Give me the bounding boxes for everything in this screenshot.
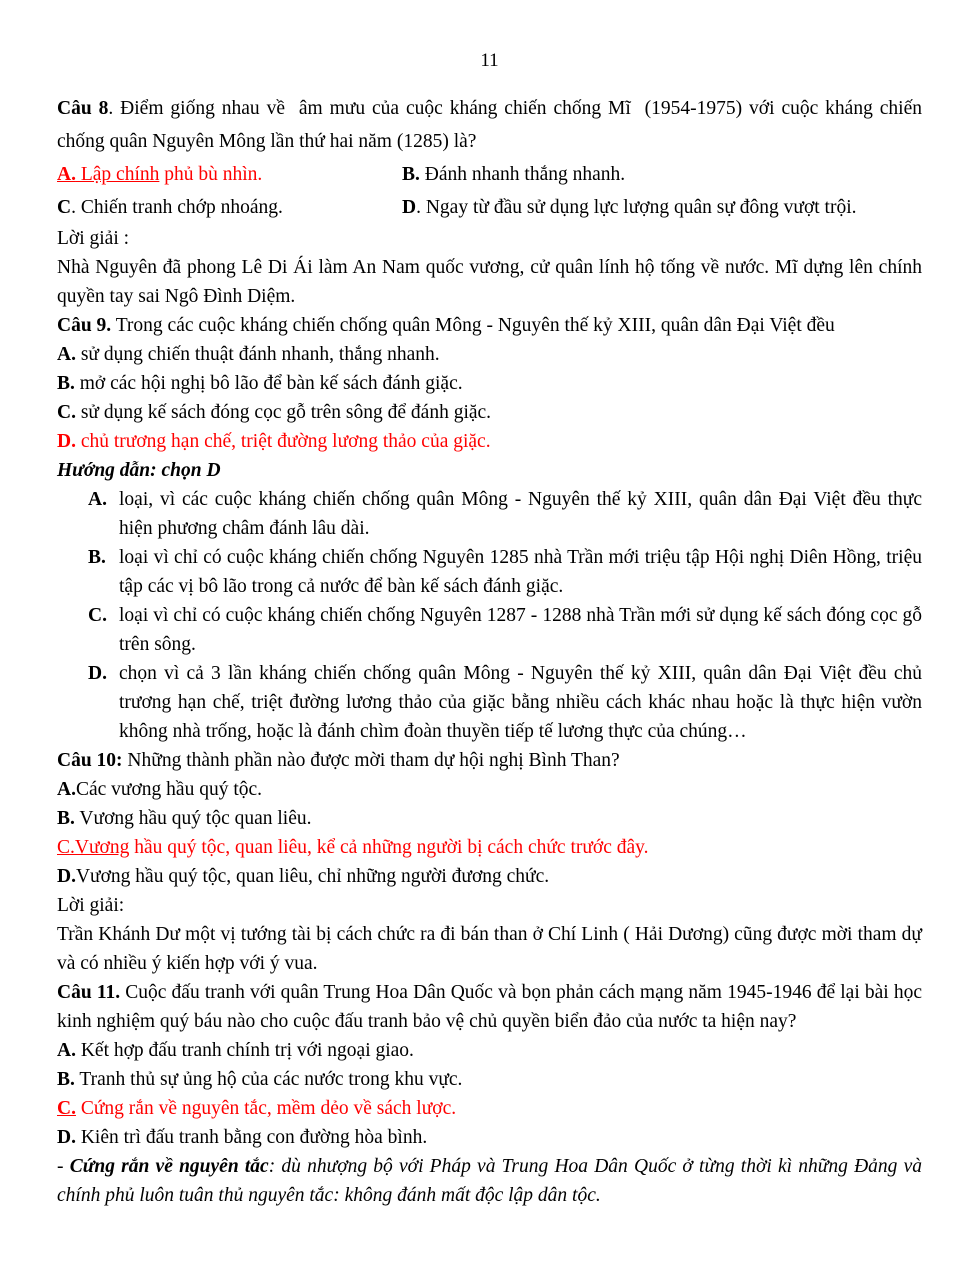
question-9-option-c: [57, 398, 922, 427]
document-content: [57, 92, 927, 1210]
question-10-option-b: [57, 804, 922, 833]
question-11-option-c: [57, 1094, 922, 1123]
text-run: Lời giải:: [57, 895, 125, 916]
question-8-solution: [57, 253, 927, 311]
question-9-explain-a-marker: A.: [88, 489, 107, 510]
question-11-stem: [57, 978, 927, 1036]
question-9-explain-b-text: [119, 547, 927, 597]
question-9-explain-d: [57, 659, 927, 746]
question-8-options-row-1: [57, 158, 922, 191]
text-run: A.: [57, 344, 76, 365]
text-run: mở các hội nghị bô lão để bàn kế sách đánh giặc.: [74, 373, 463, 394]
text-run: A.: [57, 164, 76, 185]
text-run: D.: [57, 866, 76, 887]
text-run: Đánh nhanh thắng nhanh.: [419, 164, 626, 185]
text-run: A.: [57, 1040, 76, 1061]
text-run: hầu quý tộc, quan liêu, kể cả những người bị cách chức trước đây.: [129, 837, 649, 858]
question-11-option-a: [57, 1036, 922, 1065]
text-run: Cứng rắn về nguyên tắc: [69, 1156, 269, 1177]
text-run: loại, vì các cuộc kháng chiến chống quân Mông - Nguyên thế kỷ XIII, quân dân Đại Việt đều thực hiện phương châm đánh lâu dài.: [119, 489, 927, 539]
question-9-explain-a: [57, 485, 927, 543]
question-9-option-b: [57, 369, 922, 398]
question-11-option-d: [57, 1123, 922, 1152]
question-9-option-d: [57, 427, 922, 456]
question-8-options-row-1-col-0: [57, 158, 402, 191]
text-run: Kiên trì đấu tranh bằng con đường hòa bình.: [75, 1127, 428, 1148]
text-run: Nhà Nguyên đã phong Lê Di Ái làm An Nam quốc vương, cử quân lính hộ tống về nước. Mĩ dựng lên chính quyền tay sai Ngô Đình Diệm.: [57, 257, 927, 307]
text-run: C: [57, 197, 72, 218]
question-8-options-row-2: [57, 191, 922, 224]
text-run: B.: [402, 164, 420, 185]
question-9-explain-b: [57, 543, 927, 601]
question-9-explain-d-text: [119, 663, 927, 742]
text-run: Cứng rắn về nguyên tắc, mềm dẻo về sách lược.: [75, 1098, 457, 1119]
question-11-note: [57, 1152, 927, 1210]
question-10-solution: [57, 920, 927, 978]
question-9-explain-c-text: [119, 605, 927, 655]
text-run: chủ trương hạn chế, triệt đường lương thảo của giặc.: [75, 431, 491, 452]
question-11-option-b: [57, 1065, 922, 1094]
text-run: Các vương hầu quý tộc.: [75, 779, 263, 800]
page-number: 11: [480, 50, 499, 71]
text-run: Tranh thủ sự ủng hộ của các nước trong khu vực.: [74, 1069, 463, 1090]
text-run: chọn vì cả 3 lần kháng chiến chống quân Mông - Nguyên thế kỷ XIII, quân dân Đại Việt đều chủ trương hạn chế, triệt đường lương thảo của giặc bằng nhiều cách khác nhau hoặc là thực hiện vườn không nhà trống, hoặc là đánh chìm đoàn thuyền tiếp tế lương thực của chúng…: [119, 663, 927, 742]
question-8-options-row-2-col-0: [57, 191, 402, 224]
question-10-option-c: [57, 833, 922, 862]
text-run: Kết hợp đấu tranh chính trị với ngoại giao.: [75, 1040, 414, 1061]
text-run: sử dụng kế sách đóng cọc gỗ trên sông để đánh giặc.: [75, 402, 492, 423]
text-run: D.: [57, 1127, 76, 1148]
question-8-options-row-1-col-1: [402, 158, 922, 191]
text-run: loại vì chỉ có cuộc kháng chiến chống Nguyên 1287 - 1288 nhà Trần mới sử dụng kế sách đóng cọc gỗ trên sông.: [119, 605, 927, 655]
text-run: . Điểm giống nhau về âm mưu của cuộc kháng chiến chống Mĩ (1954-1975) với cuộc kháng chiến chống quân Nguyên Mông lần thứ hai năm (1285) là?: [57, 98, 927, 152]
question-9-stem: [57, 311, 922, 340]
text-run: Những thành phần nào được mời tham dự hội nghị Bình Than?: [122, 750, 620, 771]
question-10-option-d: [57, 862, 922, 891]
text-run: D: [402, 197, 417, 218]
text-run: loại vì chỉ có cuộc kháng chiến chống Nguyên 1285 nhà Trần mới triệu tập Hội nghị Diên Hồng, triệu tập các vị bô lão trong cả nước để bàn kế sách đánh giặc.: [119, 547, 927, 597]
text-run: Câu 10:: [57, 750, 123, 771]
question-10-stem: [57, 746, 922, 775]
text-run: . Chiến tranh chớp nhoáng.: [71, 197, 283, 218]
question-8-stem: [57, 92, 927, 158]
question-9-explain-d-marker: D.: [88, 663, 107, 684]
text-run: Cuộc đấu tranh với quân Trung Hoa Dân Quốc và bọn phản cách mạng năm 1945-1946 để lại bài học kinh nghiệm quý báu nào cho cuộc đấu tranh bảo vệ chủ quyền biển đảo của nước ta hiện nay?: [57, 982, 927, 1032]
question-10-solution-label: [57, 891, 922, 920]
question-9-option-a: [57, 340, 922, 369]
text-run: Lời giải :: [57, 228, 130, 249]
text-run: D.: [57, 431, 76, 452]
text-run: Câu 9.: [57, 315, 112, 336]
text-run: phủ bù nhìn.: [159, 164, 263, 185]
question-8-options-row-2-col-1: [402, 191, 922, 224]
text-run: B.: [57, 373, 75, 394]
text-run: Trong các cuộc kháng chiến chống quân Mông - Nguyên thế kỷ XIII, quân dân Đại Việt đều: [111, 315, 835, 336]
text-run: B.: [57, 1069, 75, 1090]
text-run: Câu 11.: [57, 982, 121, 1003]
text-run: Trần Khánh Dư một vị tướng tài bị cách chức ra đi bán than ở Chí Linh ( Hải Dương) cũng được mời tham dự và có nhiều ý kiến hợp với ý vua.: [57, 924, 927, 974]
text-run: . Ngay từ đầu sử dụng lực lượng quân sự đông vượt trội.: [416, 197, 857, 218]
question-9-explain-c: [57, 601, 927, 659]
text-run: Hướng dẫn: chọn D: [57, 460, 221, 481]
text-run: -: [57, 1156, 70, 1177]
question-10-option-a: [57, 775, 922, 804]
question-9-explain-b-marker: B.: [88, 547, 106, 568]
question-8-solution-label: [57, 224, 922, 253]
text-run: A.: [57, 779, 76, 800]
text-run: : dù nhượng bộ với Pháp và Trung Hoa Dân Quốc ở từng thời kì những Đảng và chính phủ luôn tuân thủ nguyên tắc: không đánh mất độc lập dân tộc.: [57, 1156, 927, 1206]
question-9-explain-c-marker: C.: [88, 605, 107, 626]
text-run: Lập chính: [75, 164, 160, 185]
text-run: Câu 8: [57, 98, 109, 119]
text-run: C.Vương: [57, 837, 130, 858]
text-run: C.: [57, 402, 76, 423]
text-run: B.: [57, 808, 75, 829]
question-9-explain-a-text: [119, 489, 927, 539]
text-run: Vương hầu quý tộc quan liêu.: [74, 808, 312, 829]
text-run: sử dụng chiến thuật đánh nhanh, thắng nhanh.: [75, 344, 440, 365]
text-run: Vương hầu quý tộc, quan liêu, chỉ những người đương chức.: [75, 866, 550, 887]
text-run: C.: [57, 1098, 76, 1119]
question-9-guide: [57, 456, 922, 485]
